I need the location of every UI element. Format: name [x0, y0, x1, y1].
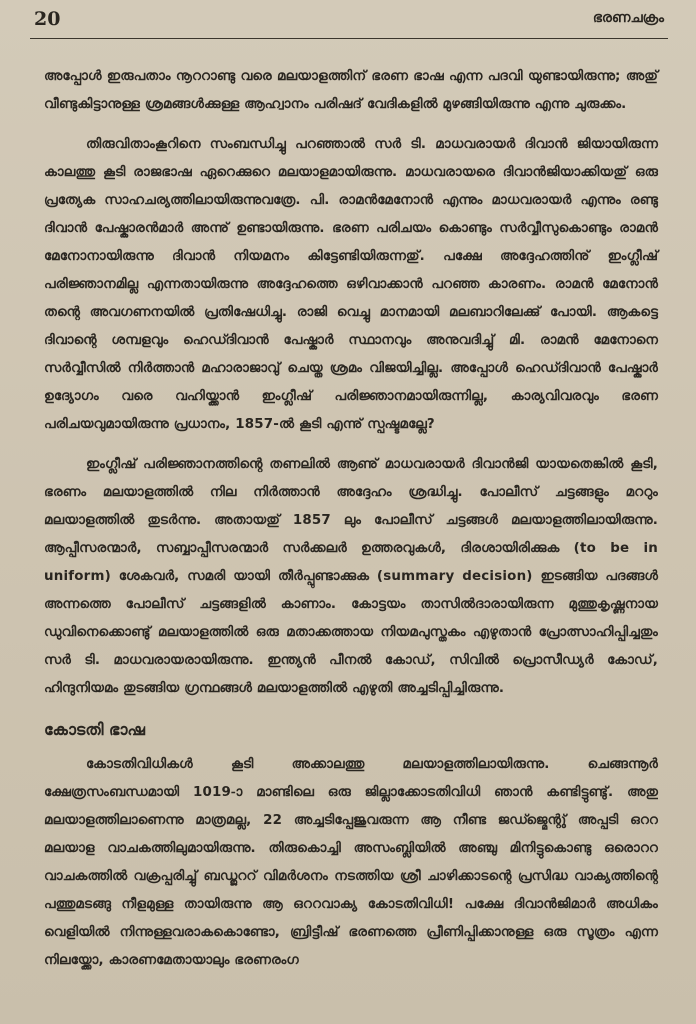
section-paragraph: കോടതിവിധികൾ കൂടി അക്കാലത്തു മലയാളത്തിലായിരുന്നു. ചെങ്ങന്നൂർ ക്ഷേത്രസംബന്ധമായി 1019-ാ മാണ്ടിലെ ഒരു ജില്ലാക്കോടതിവിധി ഞാൻ കണ്ടിട്ടുണ്ടു്. അതു മലയാളത്തിലാണെന്നു മാത്രമല്ല, 22 അച്ചടിപ്പേജുവരുന്ന ആ നീണ്ട ജഡ്ജ്മെന്റു് അപ്പടി ഒററ മലയാള വാചകത്തിലുമായിരുന്നു. തിരുകൊച്ചി അസംബ്ലിയിൽ അഞ്ചു മിനിട്ടുകൊണ്ടു ഒരൊററ വാചകത്തിൽ വക്രപ്പരിച്ചു് ബഡ്ജററ് വിമർശനം നടത്തിയ ശ്രീ ചാഴിക്കാടന്റെ പ്രസിദ്ധ വാക്യത്തിന്റെ പത്തുമടങ്ങു നീളമുള്ള തായിരുന്നു ആ ഒററവാക്യ കോടതിവിധി! പക്ഷേ ദിവാൻജിമാർ അധികം വെളിയിൽ നിന്നുള്ളവരാകകൊണ്ടോ, ബ്രിട്ടീഷ് ഭരണത്തെ പ്രീണിപ്പിക്കാനുള്ള ഒരു സൂത്രം എന്ന നിലയ്ക്കോ, കാരണമേതായാലും ഭരണരംഗ: [44, 757, 658, 968]
section-heading: കോടതി ഭാഷ: [44, 720, 145, 739]
paragraph-1: അപ്പോൾ ഇരുപതാം നൂററാണ്ടു വരെ മലയാളത്തിന് ഭരണ ഭാഷ എന്ന പദവി യുണ്ടായിരുന്നു; അതു് വീണ്ടുകിട്ടാനുള്ള ശ്രമങ്ങൾക്കുള്ള ആഹ്വാനം പരിഷദ് വേദികളിൽ മുഴങ്ങിയിരുന്നു എന്നു ചുരുക്കം.: [44, 69, 658, 112]
paragraph-3: ഇംഗ്ലീഷ് പരിജ്ഞാനത്തിന്റെ തണലിൽ ആണു് മാധവരായർ ദിവാൻജി യായതെങ്കിൽ കൂടി, ഭരണം മലയാളത്തിൽ നില നിർത്താൻ അദ്ദേഹം ശ്രദ്ധിച്ചു. പോലീസ് ചട്ടങ്ങളും മററും മലയാളത്തിൽ തുടർന്നു. അതായതു് 1857 ലും പോലീസ് ചട്ടങ്ങൾ മലയാളത്തിലായിരുന്നു. ആപ്പീസരന്മാർ, സബ്ബാപ്പീസരന്മാർ സർക്കലർ ഉത്തരവുകൾ, ദിരശായിരിക്കുക (to be in uniform) ശേകവർ, സമരി യായി തീർപ്പുണ്ടാക്കുക (summary decision) ഇടങ്ങിയ പദങ്ങൾ അന്നത്തെ പോലീസ് ചട്ടങ്ങളിൽ കാണാം. കോട്ടയം താസിൽദാരായിരുന്ന മുത്തുകൃഷ്ണനായ ഡുവിനെക്കൊണ്ടു് മലയാളത്തിൽ ഒരു മതാക്കത്തായ നിയമപുസ്തകം എഴുതാൻ പ്രോത്സാഹിപ്പിച്ചതും സർ ടി. മാധവരായരായിരുന്നു. ഇന്ത്യൻ പീനൽ കോഡ്, സിവിൽ പ്രൊസീഡ്യർ കോഡ്, ഹിന്ദുനിയമം തുടങ്ങിയ ഗ്രന്ഥങ്ങൾ മലയാളത്തിൽ എഴുതി അച്ചടിപ്പിച്ചിരുന്നു.: [44, 457, 658, 696]
running-title: ഭരണചക്രം: [592, 10, 664, 26]
page-header: [30, 0, 668, 39]
page-body: [30, 39, 668, 975]
page-number: 20: [34, 8, 61, 30]
paragraph-2: തിരുവിതാംകൂറിനെ സംബന്ധിച്ചു പറഞ്ഞാൽ സർ ടി. മാധവരായർ ദിവാൻ ജിയായിരുന്ന കാലത്തു കൂടി രാജഭാഷ ഏറെക്കുറെ മലയാളമായിരുന്നു. മാധവരായരെ ദിവാൻജിയാക്കിയതു് ഒരു പ്രത്യേക സാഹചര്യത്തിലായിരുന്നുവത്രേ. പി. രാമൻമേനോൻ എന്നും മാധവരായർ എന്നും രണ്ടു ദിവാൻ പേഷ്കാരൻമാർ അന്നു് ഉണ്ടായിരുന്നു. ഭരണ പരിചയം കൊണ്ടും സർവ്വീസുകൊണ്ടും രാമൻ മേനോനായിരുന്നു ദിവാൻ നിയമനം കിട്ടേണ്ടിയിരുന്നതു്. പക്ഷേ അദ്ദേഹത്തിനു് ഇംഗ്ലീഷ് പരിജ്ഞാനമില്ല എന്നതായിരുന്നു അദ്ദേഹത്തെ ഒഴിവാക്കാൻ പറഞ്ഞ കാരണം. രാമൻ മേനോൻ തന്റെ അവഗണനയിൽ പ്രതിഷേധിച്ചു. രാജി വെച്ചു മാനമായി മലബാറിലേക്കു് പോയി. ആകട്ടെ ദിവാന്റെ ശമ്പളവും ഹെഡ്ദിവാൻ പേഷ്കാർ സ്ഥാനവും അനുവദിച്ചു് മി. രാമൻ മേനോനെ സർവ്വീസിൽ നിർത്താൻ മഹാരാജാവു് ചെയ്ത ശ്രമം വിജയിച്ചില്ല. അപ്പോൾ ഹെഡ്ദിവാൻ പേഷ്കാർ ഉദ്യോഗം വരെ വഹിയ്ക്കാൻ ഇംഗ്ലീഷ് പരിജ്ഞാനമായിരുന്നില്ല, കാര്യവിവരവും ഭരണ പരിചയവുമായിരുന്നു പ്രധാനം, 1857-ൽ കൂടി എന്നു് സ്പഷ്ടമല്ലേ?: [44, 137, 658, 432]
